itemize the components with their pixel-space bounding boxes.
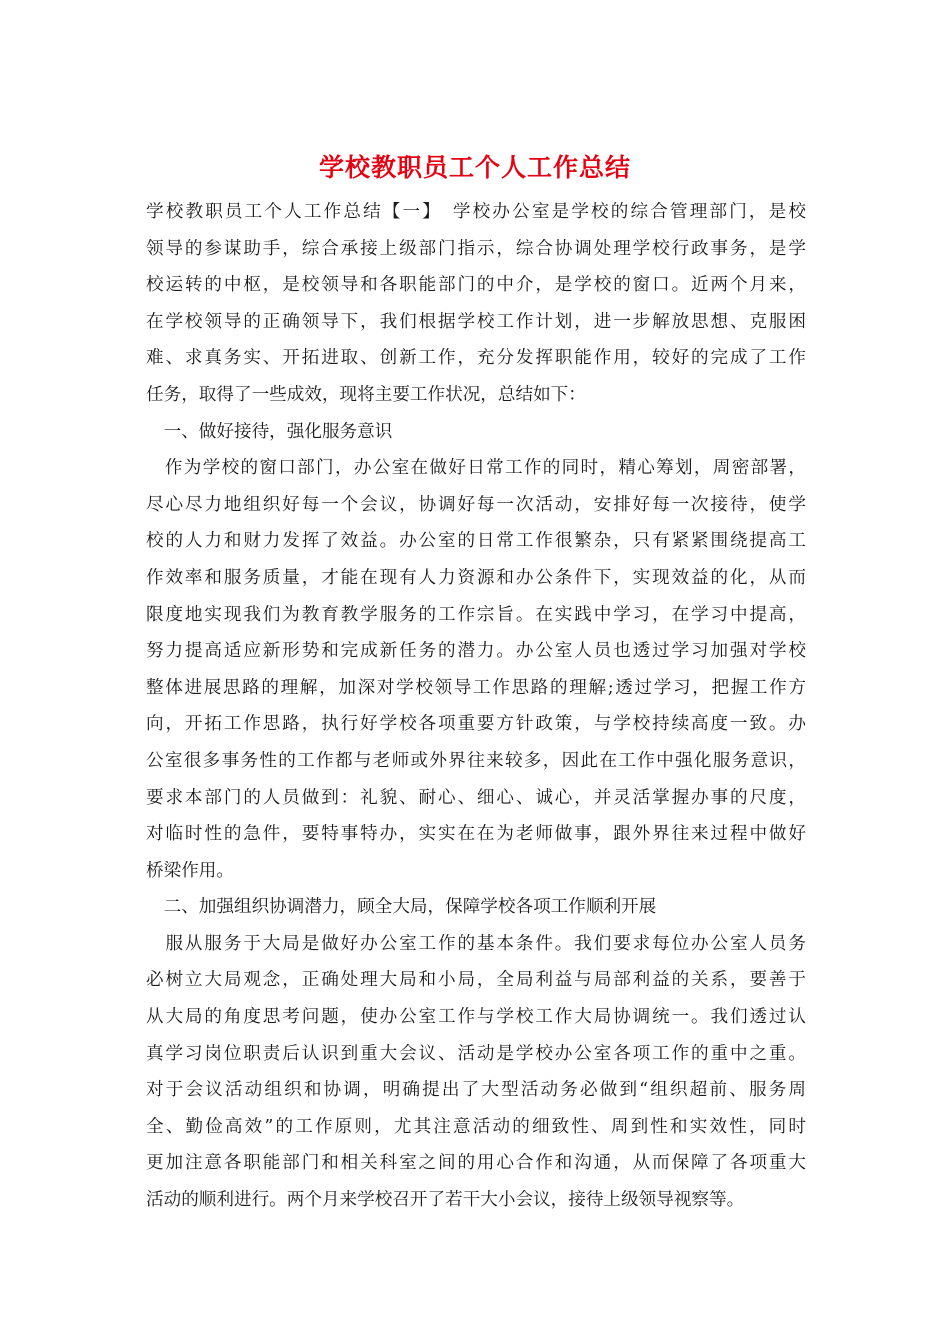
text-line: 向，开拓工作思路，执行好学校各项重要方针政策，与学校持续高度一致。办	[146, 714, 806, 735]
text-line: 活动的顺利进行。两个月来学校召开了若干大小会议，接待上级领导视察等。	[146, 1190, 745, 1211]
document-title: 学校教职员工个人工作总结	[318, 153, 631, 182]
text-line: 校的人力和财力发挥了效益。办公室的日常工作很繁杂，只有紧紧围绕提高工	[146, 531, 806, 552]
text-line: 校运转的中枢，是校领导和各职能部门的中介，是学校的窗口。近两个月来，	[146, 275, 806, 296]
text-line: 在学校领导的正确领导下，我们根据学校工作计划，进一步解放思想、克服困	[146, 311, 806, 332]
text-line: 服从服务于大局是做好办公室工作的基本条件。我们要求每位办公室人员务	[146, 933, 806, 954]
text-line: 对于会议活动组织和协调，明确提出了大型活动务必做到“组织超前、服务周	[146, 1080, 806, 1101]
text-line: 作效率和服务质量，才能在现有人力资源和办公条件下，实现效益的化，从而	[146, 567, 806, 588]
text-line: 整体进展思路的理解，加深对学校领导工作思路的理解;透过学习，把握工作方	[146, 677, 806, 698]
text-line: 任务，取得了一些成效，现将主要工作状况，总结如下：	[146, 384, 586, 405]
text-line: 从大局的角度思考问题，使办公室工作与学校工作大局协调统一。我们透过认	[146, 1007, 806, 1028]
text-line: 努力提高适应新形势和完成新任务的潜力。办公室人员也透过学习加强对学校	[146, 641, 806, 662]
text-line: 必树立大局观念，正确处理大局和小局，全局利益与局部利益的关系，要善于	[146, 970, 806, 991]
text-line: 要求本部门的人员做到：礼貌、耐心、细心、诚心，并灵活掌握办事的尺度，	[146, 787, 806, 808]
text-line: 学校教职员工个人工作总结【一】 学校办公室是学校的综合管理部门，是校	[146, 202, 806, 222]
text-line: 限度地实现我们为教育教学服务的工作宗旨。在实践中学习，在学习中提高，	[146, 604, 806, 625]
text-line: 作为学校的窗口部门，办公室在做好日常工作的同时，精心筹划，周密部署，	[146, 458, 806, 479]
text-line: 全、勤俭高效”的工作原则，尤其注意活动的细致性、周到性和实效性，同时	[146, 1116, 806, 1137]
text-line: 尽心尽力地组织好每一个会议，协调好每一次活动，安排好每一次接待，使学	[146, 494, 806, 515]
text-line: 真学习岗位职责后认识到重大会议、活动是学校办公室各项工作的重中之重。	[146, 1043, 806, 1064]
section-heading: 二、加强组织协调潜力，顾全大局，保障学校各项工作顺利开展	[146, 897, 657, 918]
text-line: 难、求真务实、开拓进取、创新工作，充分发挥职能作用，较好的完成了工作	[146, 348, 806, 369]
text-line: 更加注意各职能部门和相关科室之间的用心合作和沟通，从而保障了各项重大	[146, 1153, 806, 1174]
text-line: 桥梁作用。	[146, 860, 234, 881]
text-line: 领导的参谋助手，综合承接上级部门指示，综合协调处理学校行政事务，是学	[146, 238, 806, 259]
document-body	[146, 194, 806, 1219]
section-heading: 一、做好接待，强化服务意识	[146, 421, 393, 442]
text-line: 对临时性的急件，要特事特办，实实在在为老师做事，跟外界往来过程中做好	[146, 824, 806, 845]
text-line: 公室很多事务性的工作都与老师或外界往来较多，因此在工作中强化服务意识，	[146, 750, 806, 771]
